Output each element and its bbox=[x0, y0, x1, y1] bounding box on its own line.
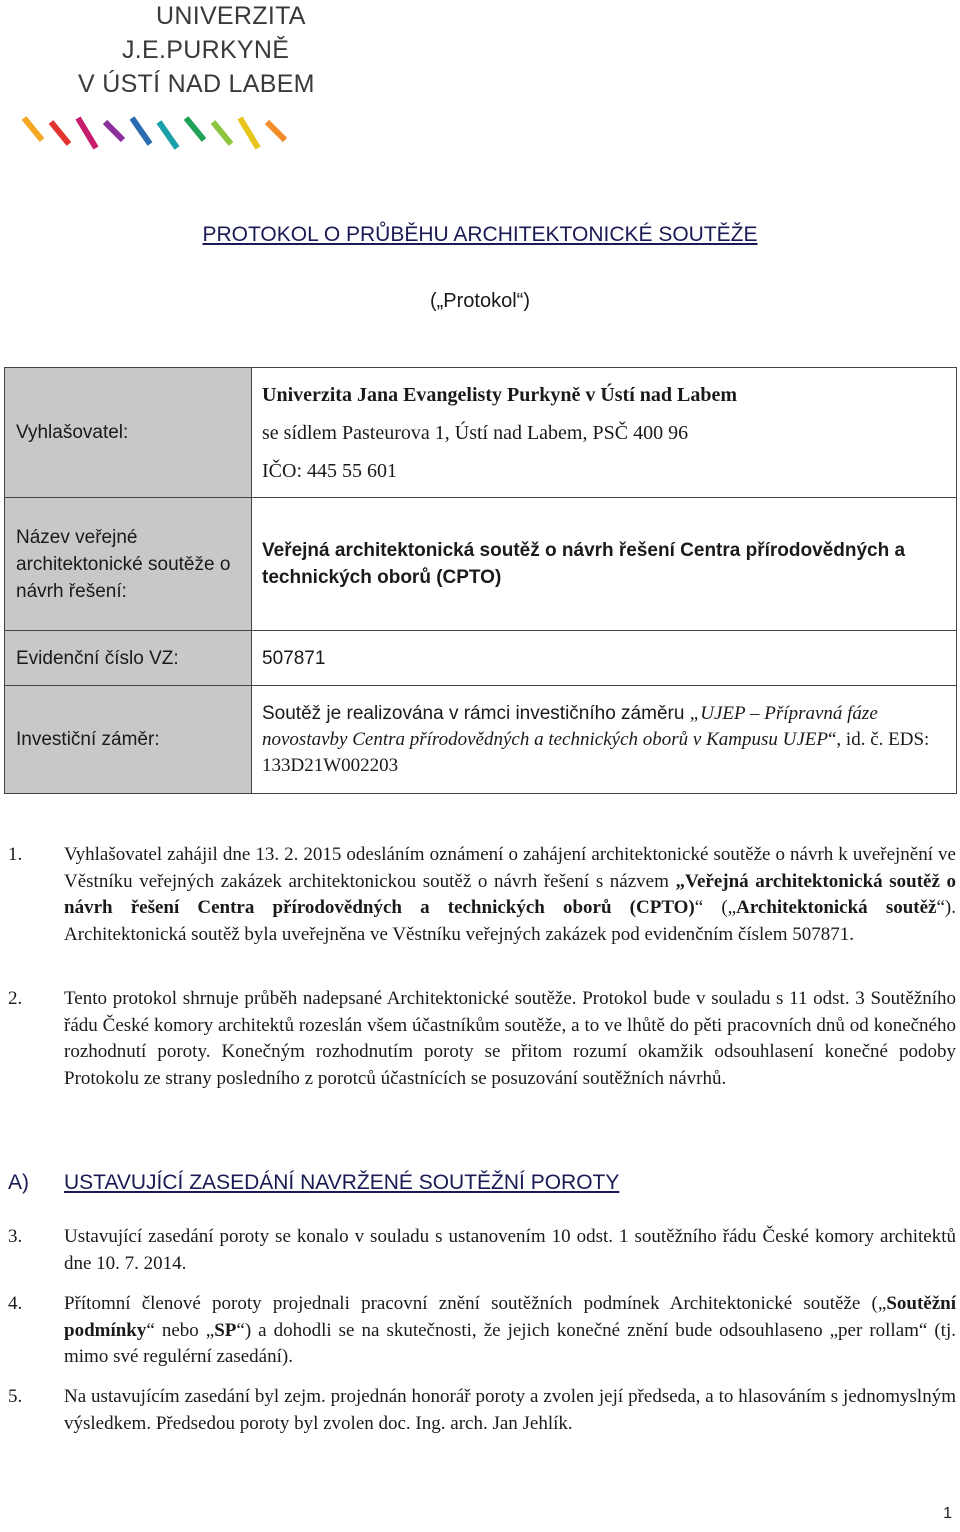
investment-text-b: „UJEP – Přípravná fáze novostavby Centra přírodovědných a technických oborů v Kampusu UJEP bbox=[262, 702, 878, 750]
p4-text-c: “ nebo „ bbox=[146, 1319, 215, 1341]
p1-text-d: Architektonická soutěž bbox=[736, 897, 937, 919]
document-subtitle: („Protokol“) bbox=[429, 290, 530, 312]
section-letter: A) bbox=[8, 1171, 29, 1194]
logo-stripe bbox=[240, 118, 258, 148]
logo-text-line1: UNIVERZITA bbox=[156, 2, 306, 30]
logo-stripe bbox=[132, 118, 150, 144]
table-row bbox=[5, 686, 957, 794]
paragraph-text: Tento protokol shrnuje průběh nadepsané Architektonické soutěže. Protokol bude v souladu s 11 odst. 3 Soutěžního řádu České komory architektů rozeslán všem účastníkům soutěže, a to ve lhůtě do pěti pracovních dnů od konečného rozhodnutí poroty. Konečným rozhodnutím poroty se přitom rozumí okamžik odsouhlasení konečné podoby Protokolu ze strany posledního z porotců účastnících se posuzování soutěžních návrhů. bbox=[64, 988, 956, 1089]
section-title: USTAVUJÍCÍ ZASEDÁNÍ NAVRŽENÉ SOUTĚŽNÍ POROTY bbox=[64, 1171, 620, 1194]
table-row bbox=[5, 498, 957, 631]
table-row bbox=[5, 368, 957, 498]
logo-stripe bbox=[186, 118, 204, 140]
logo-stripe bbox=[78, 118, 96, 148]
section-heading-a bbox=[8, 1171, 620, 1195]
contest-info-table bbox=[4, 367, 957, 794]
label-evidence-number: Evidenční číslo VZ: bbox=[5, 631, 252, 686]
paragraph-number: 5. bbox=[8, 1386, 23, 1407]
logo-text-line3: V ÚSTÍ NAD LABEM bbox=[78, 70, 315, 98]
value-investment bbox=[252, 686, 957, 794]
paragraph-text: Na ustavujícím zasedání byl zejm. projednán honorář poroty a zvolen její předseda, a to hlasováním s jednomyslným výsledkem. Předsedou poroty byl zvolen doc. Ing. arch. Jan Jehlík. bbox=[64, 1386, 956, 1434]
paragraph-text bbox=[64, 1291, 956, 1371]
table-row bbox=[5, 631, 957, 686]
p1-text-c: “ („ bbox=[694, 897, 737, 919]
paragraph-2 bbox=[8, 986, 956, 1092]
label-contest-name: Název veřejné architektonické soutěže o návrh řešení: bbox=[5, 498, 252, 631]
value-evidence-number: 507871 bbox=[252, 631, 957, 686]
logo-stripe bbox=[105, 122, 123, 140]
paragraph-number: 3. bbox=[8, 1226, 23, 1247]
logo-stripe bbox=[267, 122, 285, 140]
p1-text-e: “). Architektonická soutěž byla uveřejněna ve Věstníku veřejných zakázek pod evidenčním číslem 507871. bbox=[64, 897, 956, 945]
investment-text-a: Soutěž je realizována v rámci investičního záměru bbox=[262, 702, 690, 724]
announcer-address: se sídlem Pasteurova 1, Ústí nad Labem, PSČ 400 96 bbox=[262, 421, 689, 444]
p4-text-a: Přítomní členové poroty projednali pracovní znění soutěžních podmínek Architektonické soutěže („ bbox=[64, 1293, 887, 1314]
p4-text-d: SP bbox=[214, 1319, 237, 1341]
paragraph-number: 4. bbox=[8, 1293, 23, 1314]
paragraph-5 bbox=[8, 1384, 956, 1437]
p1-text-b: „Veřejná architektonická soutěž o návrh řešení Centra přírodovědných a technických oborů (CPTO) bbox=[64, 870, 956, 919]
logo-stripe bbox=[213, 122, 231, 144]
university-logo bbox=[18, 0, 315, 160]
p1-text-a: Vyhlašovatel zahájil dne 13. 2. 2015 odesláním oznámení o zahájení architektonické soutěže o návrh k uveřejnění ve Věstníku veřejných zakázek architektonickou soutěž o návrh řešení s názvem bbox=[64, 844, 956, 892]
investment-text-c: “, id. č. EDS: 133D21W002203 bbox=[262, 728, 930, 776]
paragraph-1 bbox=[8, 842, 956, 948]
p4-text-e: “) a dohodli se na skutečnosti, že jejich konečné znění bude odsouhlaseno „per rollam“ (tj. mimo své regulérní zasedání). bbox=[64, 1319, 956, 1368]
logo-stripe bbox=[159, 122, 177, 148]
document-title: PROTOKOL O PRŮBĚHU ARCHITEKTONICKÉ SOUTĚŽE bbox=[202, 223, 758, 246]
logo-text-line2: J.E.PURKYNĚ bbox=[122, 36, 290, 64]
page-number: 1 bbox=[943, 1505, 952, 1522]
value-vyhlasovatel bbox=[252, 368, 957, 498]
paragraph-number: 1. bbox=[8, 844, 23, 865]
paragraph-3 bbox=[8, 1224, 956, 1277]
logo-stripe bbox=[51, 122, 69, 144]
p4-text-b: Soutěžní podmínky bbox=[64, 1293, 956, 1341]
label-investment: Investiční záměr: bbox=[5, 686, 252, 794]
logo-stripe bbox=[24, 118, 42, 140]
announcer-ico: IČO: 445 55 601 bbox=[262, 459, 397, 482]
announcer-name: Univerzita Jana Evangelisty Purkyně v Ústí nad Labem bbox=[262, 383, 738, 406]
paragraph-number: 2. bbox=[8, 988, 23, 1009]
paragraph-text: Ustavující zasedání poroty se konalo v souladu s ustanovením 10 odst. 1 soutěžního řádu České komory architektů dne 10. 7. 2014. bbox=[64, 1226, 956, 1274]
paragraph-4 bbox=[8, 1291, 956, 1371]
label-vyhlasovatel: Vyhlašovatel: bbox=[5, 368, 252, 498]
paragraph-text bbox=[64, 842, 956, 948]
value-contest-name: Veřejná architektonická soutěž o návrh řešení Centra přírodovědných a technických oborů (CPTO) bbox=[252, 498, 957, 631]
